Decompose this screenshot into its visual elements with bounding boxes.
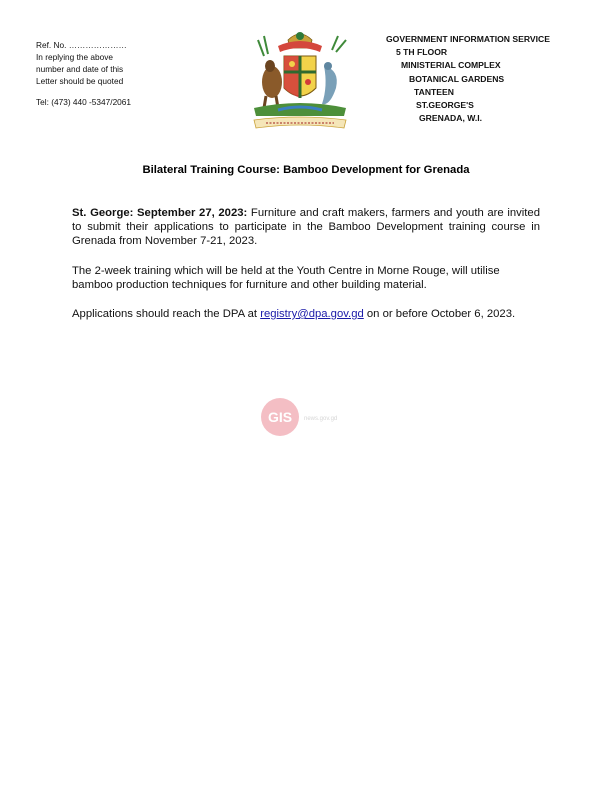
gis-watermark-logo	[258, 395, 358, 439]
sender-address	[380, 33, 580, 125]
address-line: 5 TH FLOOR	[396, 47, 448, 58]
announcement-text: Furniture and craft makers, farmers and youth are invited to submit their applications to participate in the Bamboo Development training course in Grenada from November 7-21, 2023.	[72, 207, 540, 248]
reply-instruction-line-2: number and date of this	[36, 64, 124, 74]
telephone-number: Tel: (473) 440 -5347/2061	[36, 97, 132, 107]
address-line: GRENADA, W.I.	[419, 113, 483, 124]
coat-of-arms-icon	[248, 26, 352, 134]
reference-block	[36, 39, 186, 108]
document-title: Bilateral Training Course: Bamboo Development for Grenada	[142, 164, 470, 176]
address-line: MINISTERIAL COMPLEX	[401, 60, 501, 71]
applications-text: Applications should reach the DPA at	[72, 308, 261, 321]
address-line: BOTANICAL GARDENS	[409, 73, 505, 84]
dateline: St. George: September 27, 2023:	[72, 207, 248, 219]
address-line: TANTEEN	[414, 86, 454, 97]
paragraph-training-details: The 2-week training which will be held at the Youth Centre in Morne Rouge, will utilise bamboo production techniques for furniture and other building material.	[72, 264, 500, 291]
email-link[interactable]: registry@dpa.gov.gd	[260, 308, 364, 321]
document-body	[72, 206, 540, 336]
reply-instruction-line-3: Letter should be quoted	[36, 76, 124, 86]
watermark-sub-text: news.gov.gd	[304, 416, 338, 422]
watermark-logo-text: GIS	[267, 409, 293, 425]
deadline-text: on or before October 6, 2023.	[363, 308, 516, 321]
address-line: GOVERNMENT INFORMATION SERVICE	[386, 34, 550, 44]
paragraph-applications	[72, 307, 540, 321]
reply-instruction-line-1: In replying the above	[36, 52, 114, 62]
ref-number: Ref. No. …………………	[36, 40, 127, 50]
address-line: ST.GEORGE'S	[416, 100, 474, 111]
paragraph-announcement	[72, 206, 540, 249]
